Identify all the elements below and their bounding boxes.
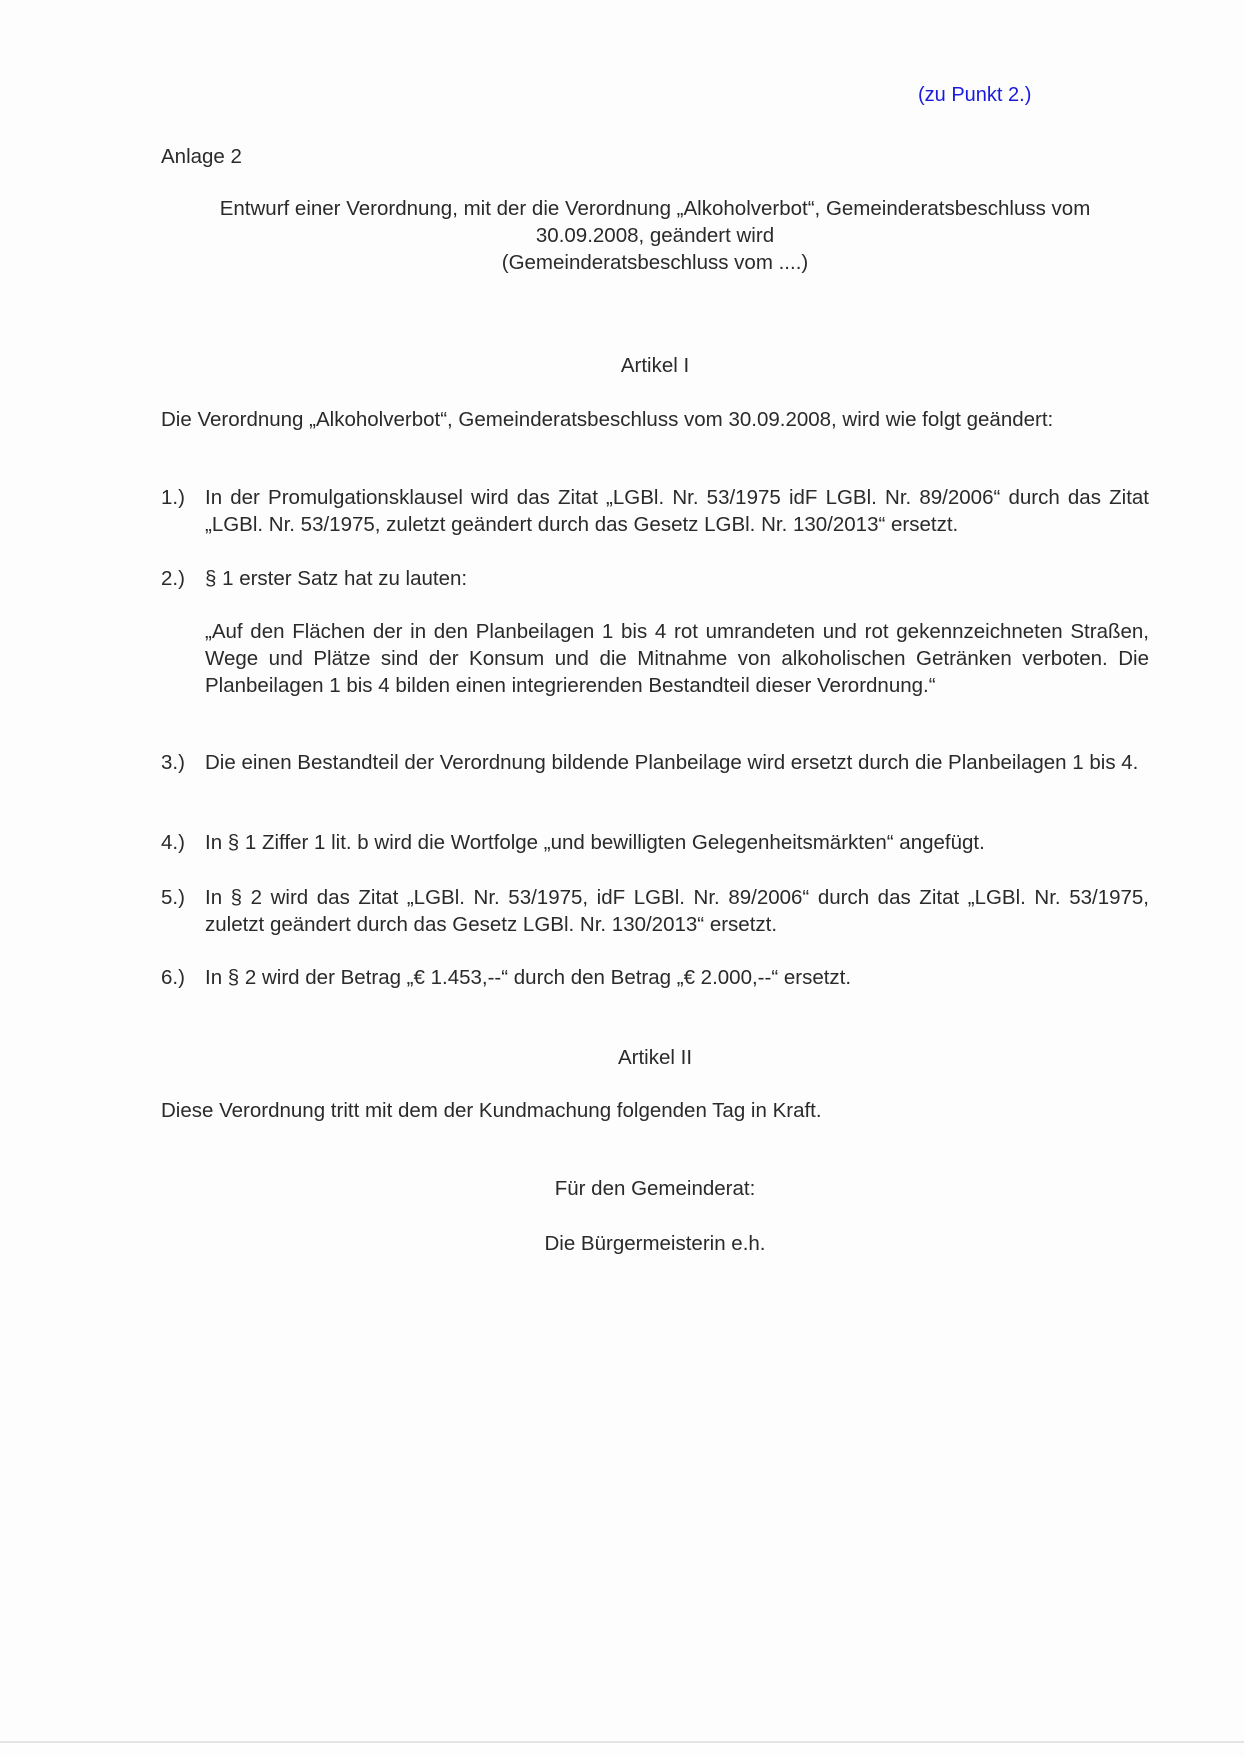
list-item-number: 3.) bbox=[161, 751, 185, 774]
list-item bbox=[161, 884, 1149, 938]
signature-mayor: Die Bürgermeisterin e.h. bbox=[544, 1232, 766, 1255]
closing-paragraph: Diese Verordnung tritt mit dem der Kundmachung folgenden Tag in Kraft. bbox=[161, 1099, 822, 1122]
agenda-reference: (zu Punkt 2.) bbox=[918, 84, 1032, 106]
quoted-provision: „Auf den Flächen der in den Planbeilagen 1 bis 4 rot umrandeten und rot gekennzeichneten Straßen, Wege und Plätze sind der Konsum und die Mitnahme von alkoholischen Getränken verboten. Die Planbeilagen 1 bis 4 bilden einen integrierenden Bestandteil dieser Verordnung.“ bbox=[205, 620, 1149, 697]
annex-label: Anlage 2 bbox=[161, 145, 242, 168]
list-item-text: In § 2 wird das Zitat „LGBl. Nr. 53/1975, idF LGBl. Nr. 89/2006“ durch das Zitat „LGBl. Nr. 53/1975, zuletzt geändert durch das Gesetz LGBl. Nr. 130/2013“ ersetzt. bbox=[205, 886, 1149, 936]
list-item-number: 1.) bbox=[161, 486, 185, 509]
list-item bbox=[161, 964, 1149, 991]
title-line-2: 30.09.2008, geändert wird bbox=[535, 224, 775, 247]
list-item bbox=[161, 749, 1149, 776]
list-item bbox=[161, 484, 1149, 538]
page-edge-divider bbox=[0, 1741, 1244, 1743]
list-item-text: Die einen Bestandteil der Verordnung bildende Planbeilage wird ersetzt durch die Planbeilagen 1 bis 4. bbox=[205, 751, 1139, 774]
title-line-3: (Gemeinderatsbeschluss vom ....) bbox=[501, 251, 809, 274]
list-item-number: 6.) bbox=[161, 966, 185, 989]
document-title bbox=[161, 195, 1149, 276]
signature-council: Für den Gemeinderat: bbox=[554, 1177, 756, 1200]
list-item-number: 2.) bbox=[161, 567, 185, 590]
article-1-heading: Artikel I bbox=[620, 354, 690, 377]
title-line-1: Entwurf einer Verordnung, mit der die Verordnung „Alkoholverbot“, Gemeinderatsbeschluss vom bbox=[219, 197, 1091, 220]
intro-paragraph: Die Verordnung „Alkoholverbot“, Gemeinderatsbeschluss vom 30.09.2008, wird wie folgt geändert: bbox=[161, 408, 1054, 431]
list-item-number: 4.) bbox=[161, 831, 185, 854]
list-item-text: In der Promulgationsklausel wird das Zitat „LGBl. Nr. 53/1975 idF LGBl. Nr. 89/2006“ durch das Zitat „LGBl. Nr. 53/1975, zuletzt geändert durch das Gesetz LGBl. Nr. 130/2013“ ersetzt. bbox=[205, 486, 1149, 536]
list-item-text: § 1 erster Satz hat zu lauten: bbox=[205, 567, 468, 590]
article-2-heading: Artikel II bbox=[617, 1046, 693, 1069]
list-item-text: In § 2 wird der Betrag „€ 1.453,--“ durch den Betrag „€ 2.000,--“ ersetzt. bbox=[205, 966, 852, 989]
list-item bbox=[161, 565, 1149, 592]
list-item-number: 5.) bbox=[161, 886, 185, 909]
list-item bbox=[161, 829, 1149, 856]
list-item-text: In § 1 Ziffer 1 lit. b wird die Wortfolge „und bewilligten Gelegenheitsmärkten“ angefügt. bbox=[205, 831, 985, 854]
